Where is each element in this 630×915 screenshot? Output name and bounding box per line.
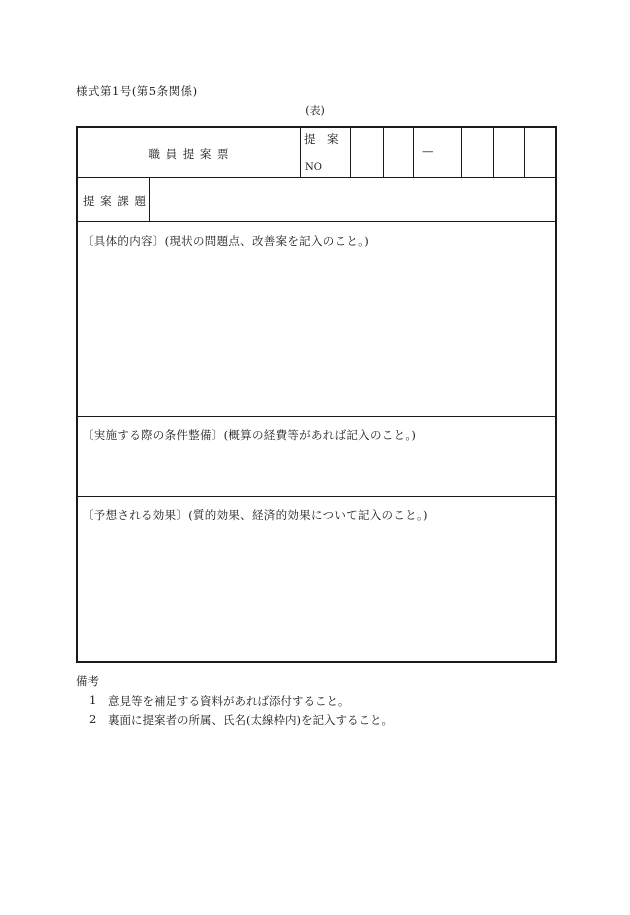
section-label-conditions: 〔実施する際の条件整備〕(概算の経費等があれば記入のこと。) bbox=[82, 428, 417, 442]
proposal-no-label-top: 提 案 bbox=[304, 132, 339, 146]
form-title: 職 員 提 案 票 bbox=[148, 147, 230, 161]
divider-below-content bbox=[76, 416, 557, 417]
proposal-no-cell-3[interactable] bbox=[414, 128, 461, 177]
title-row-divider-1 bbox=[300, 127, 301, 178]
proposal-no-cell-6[interactable] bbox=[525, 128, 555, 177]
note-item bbox=[89, 712, 509, 728]
notes-heading: 備考 bbox=[76, 674, 99, 688]
note-text: 裏面に提案者の所属、氏名(太線枠内)を記入すること。 bbox=[108, 713, 393, 727]
conditions-input-area[interactable] bbox=[78, 444, 555, 495]
front-side-label: (表) bbox=[305, 104, 325, 117]
form-number-label: 様式第1号(第5条関係) bbox=[76, 84, 198, 98]
proposal-no-cell-5[interactable] bbox=[494, 128, 524, 177]
table-border-bottom bbox=[76, 661, 557, 663]
divider-below-conditions bbox=[76, 496, 557, 497]
section-label-effects: 〔予想される効果〕(質的効果、経済的効果について記入のこと。) bbox=[82, 508, 428, 522]
proposal-no-dash: — bbox=[422, 144, 434, 158]
proposal-no-label-bottom: NO bbox=[305, 162, 322, 173]
note-number: 2 bbox=[89, 712, 97, 726]
table-border-right bbox=[555, 126, 557, 663]
note-item bbox=[89, 693, 509, 709]
proposal-no-cell-4[interactable] bbox=[462, 128, 493, 177]
content-input-area[interactable] bbox=[78, 250, 555, 415]
proposal-no-cell-1[interactable] bbox=[351, 128, 383, 177]
proposal-no-cell-2[interactable] bbox=[384, 128, 413, 177]
section-label-content: 〔具体的内容〕(現状の問題点、改善案を記入のこと。) bbox=[82, 234, 370, 248]
note-number: 1 bbox=[89, 693, 97, 707]
subject-input[interactable] bbox=[150, 178, 555, 221]
subject-label: 提 案 課 題 bbox=[83, 194, 147, 208]
note-text: 意見等を補足する資料があれば添付すること。 bbox=[108, 694, 350, 708]
effects-input-area[interactable] bbox=[78, 524, 555, 660]
